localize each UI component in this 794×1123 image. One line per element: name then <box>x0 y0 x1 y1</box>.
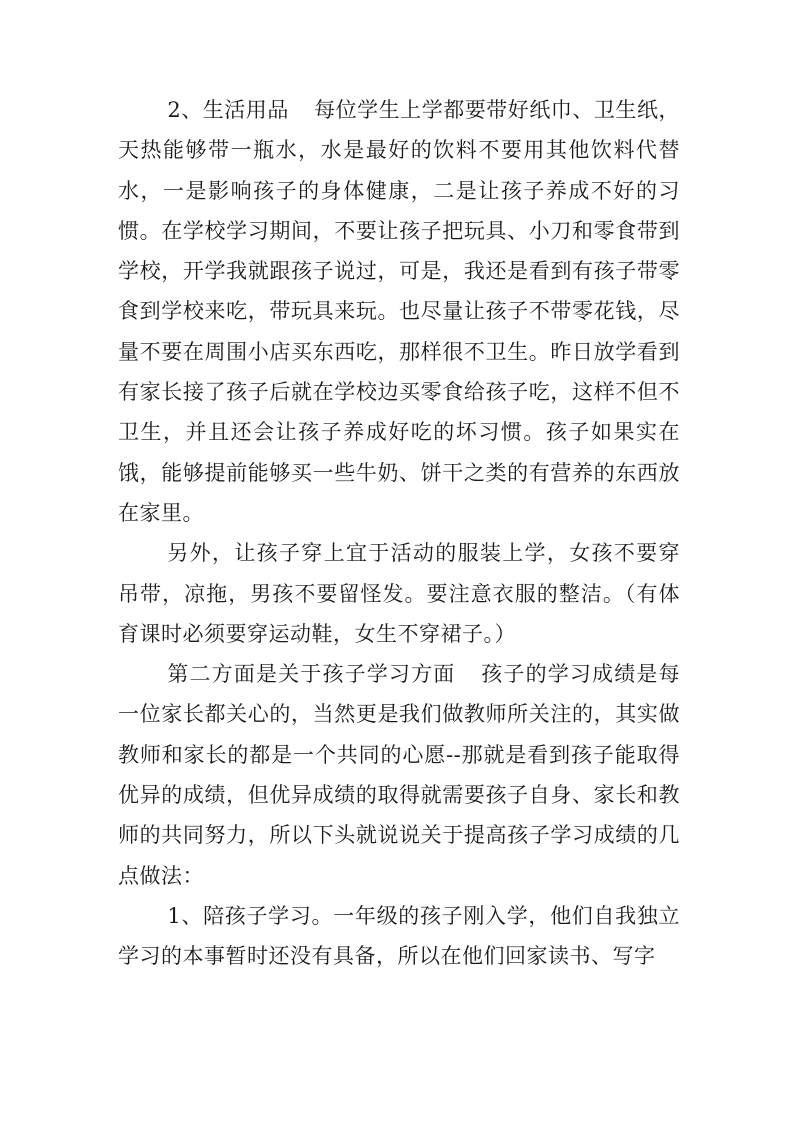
paragraph-daily-supplies <box>118 90 680 533</box>
paragraph-clothing <box>118 533 680 654</box>
paragraph-text: 另外，让孩子穿上宜于活动的服装上学，女孩不要穿吊带，凉拖，男孩不要留怪发。要注意衣服的整洁。（有体育课时必须要穿运动鞋，女生不穿裙子。） <box>118 541 680 646</box>
paragraph-study-section <box>118 654 680 896</box>
paragraph-text: 孩子的学习成绩是每一位家长都关心的，当然更是我们做教师所关注的，其实做教师和家长的都是一个共同的心愿--那就是看到孩子能取得优异的成绩，但优异成绩的取得就需要孩子自身、家长和教师的共同努力，所以下头就说说关于提高孩子学习成绩的几点做法： <box>118 662 681 888</box>
paragraph-heading: 2、生活用品 <box>167 98 289 122</box>
paragraph-text: 每位学生上学都要带好纸巾、卫生纸，天热能够带一瓶水，水是最好的饮料不要用其他饮料代替水，一是影响孩子的身体健康，二是让孩子养成不好的习惯。在学校学习期间，不要让孩子把玩具、小刀和零食带到学校，开学我就跟孩子说过，可是，我还是看到有孩子带零食到学校来吃，带玩具来玩。也尽量让孩子不带零花钱，尽量不要在周围小店买东西吃，那样很不卫生。昨日放学看到有家长接了孩子后就在学校边买零食给孩子吃，这样不但不卫生，并且还会让孩子养成好吃的坏习惯。孩子如果实在饿，能够提前能够买一些牛奶、饼干之类的有营养的东西放在家里。 <box>118 98 680 525</box>
paragraph-heading: 第二方面是关于孩子学习方面 <box>167 662 456 687</box>
paragraph-accompany-study <box>118 896 680 977</box>
paragraph-text: 1、陪孩子学习。一年级的孩子刚入学，他们自我独立学习的本事暂时还没有具备，所以在他们回家读书、写字 <box>118 903 680 969</box>
document-body <box>118 90 680 977</box>
